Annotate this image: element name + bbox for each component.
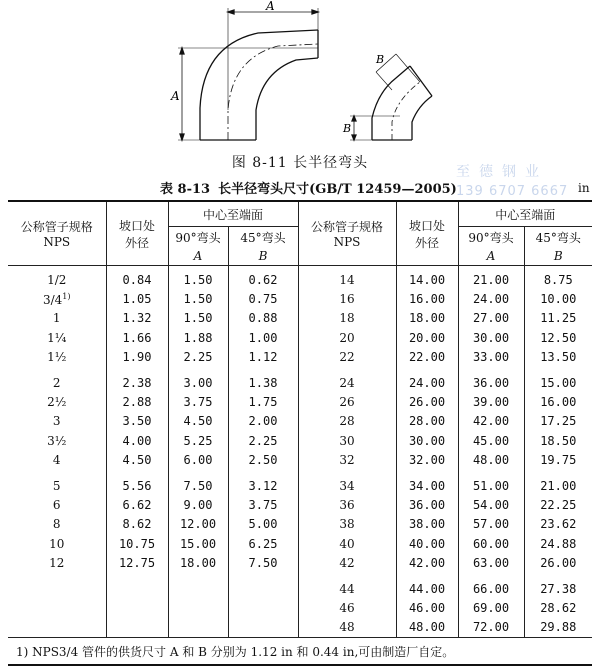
nps-cell: 3 bbox=[8, 412, 106, 431]
a-cell: 4.50 bbox=[168, 412, 228, 431]
header-var-b-right: B bbox=[524, 247, 592, 266]
table-row bbox=[8, 534, 592, 553]
table-row bbox=[8, 598, 592, 617]
od-cell: 20.00 bbox=[396, 328, 458, 347]
b-cell: 3.12 bbox=[228, 476, 298, 495]
nps-cell: 14 bbox=[298, 266, 396, 290]
table-unit: in bbox=[578, 181, 590, 195]
b-cell: 27.38 bbox=[540, 581, 577, 596]
header-nps: 公称管子规格 NPS bbox=[8, 201, 106, 266]
b-cell: 10.00 bbox=[540, 292, 577, 307]
table-footnote: 1) NPS3/4 管件的供货尺寸 A 和 B 分别为 1.12 in 和 0.44 in,可由制造厂自定。 bbox=[8, 638, 592, 666]
a-cell: 36.00 bbox=[458, 373, 524, 392]
nps-cell: 40 bbox=[298, 534, 396, 553]
header-var-a-right: A bbox=[458, 247, 524, 266]
nps-cell: 3½ bbox=[8, 431, 106, 450]
a-cell: 51.00 bbox=[458, 476, 524, 495]
nps-cell: 2 bbox=[8, 373, 106, 392]
table-number: 表 8-13 bbox=[160, 182, 211, 197]
nps-cell: 34 bbox=[298, 476, 396, 495]
table-row bbox=[8, 412, 592, 431]
b-cell: 28.62 bbox=[540, 600, 577, 615]
elbow-drawings bbox=[0, 0, 600, 150]
label-b-top: B bbox=[376, 53, 385, 66]
od-cell: 30.00 bbox=[396, 431, 458, 450]
nps-cell: 38 bbox=[298, 515, 396, 534]
footnote-marker: 1) bbox=[62, 291, 71, 301]
a-cell: 18.00 bbox=[168, 553, 228, 572]
od-cell: 28.00 bbox=[396, 412, 458, 431]
table-row bbox=[8, 618, 592, 638]
nps-cell: 36 bbox=[298, 495, 396, 514]
b-cell: 1.38 bbox=[228, 373, 298, 392]
a-cell: 5.25 bbox=[168, 431, 228, 450]
nps-cell: 16 bbox=[298, 289, 396, 308]
table-row bbox=[8, 289, 592, 308]
od-cell: 16.00 bbox=[396, 289, 458, 308]
header-45: 45°弯头 bbox=[228, 227, 298, 248]
a-cell: 6.00 bbox=[168, 451, 228, 470]
b-cell: 24.88 bbox=[540, 536, 577, 551]
a-cell: 12.00 bbox=[168, 515, 228, 534]
od-cell: 42.00 bbox=[396, 553, 458, 572]
nps-cell: 10 bbox=[8, 534, 106, 553]
b-cell: 0.88 bbox=[228, 309, 298, 328]
b-cell: 1.00 bbox=[228, 328, 298, 347]
label-a-top: A bbox=[266, 0, 275, 13]
label-b-left: B bbox=[343, 122, 352, 135]
b-cell: 0.75 bbox=[228, 289, 298, 308]
od-cell: 24.00 bbox=[396, 373, 458, 392]
figure-caption: 图 8-11 长半径弯头 bbox=[231, 155, 369, 171]
a-cell: 69.00 bbox=[458, 598, 524, 617]
od-cell: 12.75 bbox=[106, 553, 168, 572]
table-row bbox=[8, 392, 592, 411]
nps-cell: 48 bbox=[298, 618, 396, 638]
od-cell: 34.00 bbox=[396, 476, 458, 495]
header-90: 90°弯头 bbox=[168, 227, 228, 248]
a-cell: 60.00 bbox=[458, 534, 524, 553]
b-cell: 18.50 bbox=[540, 433, 577, 448]
a-cell: 1.50 bbox=[168, 266, 228, 290]
nps-cell: 32 bbox=[298, 451, 396, 470]
b-cell: 7.50 bbox=[228, 553, 298, 572]
b-cell: 21.00 bbox=[540, 478, 577, 493]
a-cell: 7.50 bbox=[168, 476, 228, 495]
table-row bbox=[8, 451, 592, 470]
nps-cell: 6 bbox=[8, 495, 106, 514]
table-row bbox=[8, 579, 592, 598]
nps-cell: 22 bbox=[298, 348, 396, 367]
table-row bbox=[8, 553, 592, 572]
header-45-right: 45°弯头 bbox=[535, 230, 581, 245]
b-cell: 3.75 bbox=[228, 495, 298, 514]
table-row bbox=[8, 431, 592, 450]
a-cell: 1.88 bbox=[168, 328, 228, 347]
od-cell: 26.00 bbox=[396, 392, 458, 411]
a-cell: 21.00 bbox=[458, 266, 524, 290]
od-cell: 3.50 bbox=[106, 412, 168, 431]
b-cell: 15.00 bbox=[540, 375, 577, 390]
b-cell: 16.00 bbox=[540, 395, 577, 410]
b-cell: 23.62 bbox=[540, 517, 577, 532]
a-cell: 48.00 bbox=[458, 451, 524, 470]
a-cell: 27.00 bbox=[458, 309, 524, 328]
nps-cell: 28 bbox=[298, 412, 396, 431]
watermark bbox=[456, 162, 568, 202]
a-cell: 57.00 bbox=[458, 515, 524, 534]
header-od: 坡口处 外径 bbox=[106, 201, 168, 266]
header-var-a: A bbox=[168, 247, 228, 266]
b-cell: 5.00 bbox=[228, 515, 298, 534]
nps-cell: 18 bbox=[298, 309, 396, 328]
nps-cell: 42 bbox=[298, 553, 396, 572]
od-cell: 10.75 bbox=[106, 534, 168, 553]
od-cell: 44.00 bbox=[396, 579, 458, 598]
label-a-left: A bbox=[171, 89, 180, 103]
header-90-right: 90°弯头 bbox=[458, 227, 524, 248]
b-cell: 1.12 bbox=[228, 348, 298, 367]
b-cell: 1.75 bbox=[228, 392, 298, 411]
od-cell: 14.00 bbox=[396, 266, 458, 290]
a-cell: 1.50 bbox=[168, 309, 228, 328]
od-cell: 46.00 bbox=[396, 598, 458, 617]
header-center-right: 中心至端面 bbox=[458, 201, 592, 227]
a-cell: 42.00 bbox=[458, 412, 524, 431]
a-cell: 24.00 bbox=[458, 289, 524, 308]
a-cell: 9.00 bbox=[168, 495, 228, 514]
elbow-45-drawing bbox=[350, 54, 432, 140]
od-cell: 2.88 bbox=[106, 392, 168, 411]
table-row bbox=[8, 515, 592, 534]
table-row bbox=[8, 476, 592, 495]
a-cell: 30.00 bbox=[458, 328, 524, 347]
table-row bbox=[8, 373, 592, 392]
nps-cell: 1¼ bbox=[8, 328, 106, 347]
od-cell: 32.00 bbox=[396, 451, 458, 470]
a-cell: 63.00 bbox=[458, 553, 524, 572]
watermark-line2: 139 6707 6667 bbox=[456, 184, 569, 199]
od-cell: 2.38 bbox=[106, 373, 168, 392]
b-cell: 2.25 bbox=[228, 431, 298, 450]
b-cell: 12.50 bbox=[540, 330, 577, 345]
nps-cell: 1 bbox=[8, 309, 106, 328]
b-cell: 2.50 bbox=[228, 451, 298, 470]
od-cell: 48.00 bbox=[396, 618, 458, 638]
b-cell: 29.88 bbox=[540, 620, 577, 635]
a-cell: 33.00 bbox=[458, 348, 524, 367]
a-cell: 72.00 bbox=[458, 618, 524, 638]
a-cell: 66.00 bbox=[458, 579, 524, 598]
elbow-90-drawing bbox=[178, 8, 318, 140]
b-cell: 26.00 bbox=[540, 556, 577, 571]
a-cell: 15.00 bbox=[168, 534, 228, 553]
od-cell: 38.00 bbox=[396, 515, 458, 534]
nps-cell: 26 bbox=[298, 392, 396, 411]
od-cell: 4.00 bbox=[106, 431, 168, 450]
b-cell: 6.25 bbox=[228, 534, 298, 553]
b-cell: 19.75 bbox=[540, 453, 577, 468]
nps-cell: 30 bbox=[298, 431, 396, 450]
od-cell: 36.00 bbox=[396, 495, 458, 514]
b-cell: 13.50 bbox=[540, 350, 577, 365]
a-cell: 45.00 bbox=[458, 431, 524, 450]
spec-table bbox=[8, 200, 592, 666]
od-cell: 1.66 bbox=[106, 328, 168, 347]
nps-cell: 1/2 bbox=[8, 266, 106, 290]
od-cell: 40.00 bbox=[396, 534, 458, 553]
watermark-line1: 至德钢业 bbox=[456, 164, 548, 180]
nps-cell: 20 bbox=[298, 328, 396, 347]
od-cell: 18.00 bbox=[396, 309, 458, 328]
od-cell: 6.62 bbox=[106, 495, 168, 514]
od-cell: 0.84 bbox=[106, 266, 168, 290]
a-cell: 2.25 bbox=[168, 348, 228, 367]
table-title bbox=[160, 178, 457, 197]
a-cell: 1.50 bbox=[168, 289, 228, 308]
a-cell: 54.00 bbox=[458, 495, 524, 514]
od-cell: 1.90 bbox=[106, 348, 168, 367]
od-cell: 8.62 bbox=[106, 515, 168, 534]
table-row bbox=[8, 495, 592, 514]
table-title-text: 长半径弯头尺寸(GB/T 12459—2005) bbox=[218, 182, 457, 197]
nps-cell: 3/4$^{1)}$ bbox=[8, 289, 106, 308]
a-cell: 3.00 bbox=[168, 373, 228, 392]
od-cell: 1.32 bbox=[106, 309, 168, 328]
nps-cell: 12 bbox=[8, 553, 106, 572]
nps-cell: 24 bbox=[298, 373, 396, 392]
od-cell: 5.56 bbox=[106, 476, 168, 495]
nps-cell: 5 bbox=[8, 476, 106, 495]
header-var-b: B bbox=[228, 247, 298, 266]
table-body bbox=[8, 266, 592, 638]
b-cell: 2.00 bbox=[228, 412, 298, 431]
nps-cell: 8 bbox=[8, 515, 106, 534]
nps-cell: 46 bbox=[298, 598, 396, 617]
a-cell: 39.00 bbox=[458, 392, 524, 411]
table-row bbox=[8, 328, 592, 347]
table-row bbox=[8, 348, 592, 367]
header-center: 中心至端面 bbox=[168, 201, 298, 227]
table-row bbox=[8, 309, 592, 328]
b-cell: 17.25 bbox=[540, 414, 577, 429]
header-od-right: 坡口处 外径 bbox=[396, 201, 458, 266]
b-cell: 22.25 bbox=[540, 497, 577, 512]
od-cell: 1.05 bbox=[106, 289, 168, 308]
od-cell: 4.50 bbox=[106, 451, 168, 470]
od-cell: 22.00 bbox=[396, 348, 458, 367]
nps-cell: 1½ bbox=[8, 348, 106, 367]
nps-cell: 2½ bbox=[8, 392, 106, 411]
table-row bbox=[8, 266, 592, 290]
header-nps-right: 公称管子规格 NPS bbox=[298, 201, 396, 266]
nps-cell: 4 bbox=[8, 451, 106, 470]
nps-cell: 44 bbox=[298, 579, 396, 598]
a-cell: 3.75 bbox=[168, 392, 228, 411]
b-cell: 11.25 bbox=[540, 311, 577, 326]
b-cell: 0.62 bbox=[228, 266, 298, 290]
b-cell: 8.75 bbox=[543, 272, 573, 287]
